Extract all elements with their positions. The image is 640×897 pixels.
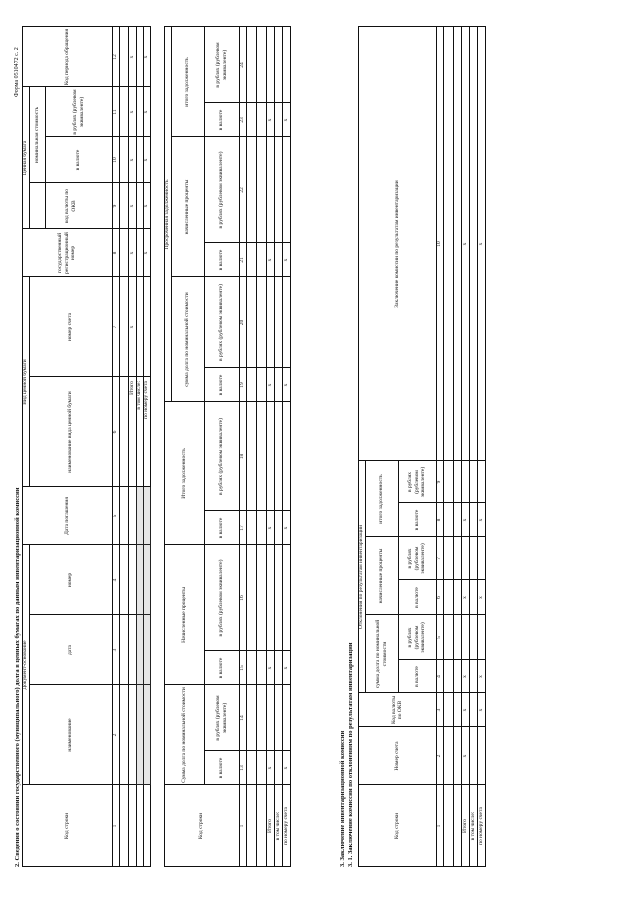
total-label: Итого [266,819,273,833]
column-number: 11 [112,109,119,115]
header-account: номер счета [67,312,74,342]
header-in-currency: в валюте [218,249,225,271]
x-mark: x [477,596,484,599]
x-mark: x [461,675,468,678]
header-in-currency: в валюте [218,109,225,131]
x-mark: x [266,383,273,387]
header-in-currency: в валюте [413,666,420,687]
including-label: в том числе: [136,381,143,410]
column-number: 19 [239,382,246,388]
header-in-currency: в валюте [413,587,420,608]
header-in-rubles: в рублях (рублевом эквиваленте) [215,42,228,88]
header-in-rubles: в рублях (рублевом эквиваленте) [218,418,225,495]
column-number: 15 [239,665,246,671]
x-mark: x [282,526,289,530]
x-mark: x [128,158,135,162]
total-label: Итого [128,381,135,395]
header-in-currency: в валюте [75,149,82,171]
header-row-code: Код строки [393,812,400,840]
x-mark: x [461,754,468,758]
header-in-rubles: в рублях (рублевом эквиваленте) [218,151,225,229]
x-mark: x [282,383,289,387]
total-label: Итого [461,819,468,833]
header-basis-doc: Документ-основание [22,640,29,690]
header-row-code: Код строки [63,812,70,840]
x-mark: x [266,526,273,530]
header-account: Номер счета [393,741,400,771]
column-number: 22 [239,187,246,193]
x-mark: x [128,110,135,114]
header-in-rubles: в рублях (рублевом эквиваленте) [215,695,228,741]
x-mark: x [143,204,150,208]
section-3-1-heading: 3. 1. Заключение комиссии по отклонениям по результатам инвентаризации [347,642,354,867]
x-mark: x [143,55,150,59]
x-mark: x [282,118,289,122]
header-total-debt: Итого задолженность [180,448,187,499]
column-number: 1 [239,824,246,828]
x-mark: x [461,708,468,712]
securities-table [22,27,157,867]
by-account-label: по номеру счета [143,381,150,419]
column-number: 5 [436,636,443,639]
header-state-reg: государственный регистрационный номер [57,232,77,274]
column-number: 10 [112,157,119,163]
header-number: номер [67,572,74,588]
x-mark: x [282,666,289,670]
header-security-type: Вид ценной бумаги [22,359,29,405]
header-in-rubles: в рублях (рублевом эквиваленте) [72,89,85,135]
section-2-heading: 2. Сведения о состоянии государственного (муниципального) долга в ценных бумагах по данным инвентаризационной комиссии [14,487,21,867]
header-in-rubles: в рублях (рублевом эквиваленте) [218,284,225,361]
column-number: 7 [436,557,443,560]
header-in-currency: в валюте [413,509,420,531]
by-account-label: по номеру счета [282,807,289,845]
header-in-currency: в валюте [218,374,225,396]
header-name: наименование [67,718,74,752]
column-number: 7 [112,325,119,329]
column-number: 1 [436,824,443,828]
x-mark: x [477,518,484,522]
column-number: 12 [112,54,119,60]
x-mark: x [266,118,273,122]
header-nominal-debt: Сумма долга по номинальной стоимости [180,687,187,783]
x-mark: x [266,666,273,670]
column-number: 10 [436,241,443,247]
header-overdue-total: итого задолженность [184,57,191,107]
including-label: в том числе: [469,811,476,841]
column-number: 2 [436,754,443,758]
x-mark: x [461,596,468,599]
x-mark: x [143,158,150,162]
header-deviation-total: итого задолженность [378,474,385,524]
header-deviation-nominal: сумма долга по номинальной стоимости [375,619,388,689]
header-accrued: Начисленные проценты [180,587,187,643]
column-number: 18 [239,453,246,460]
column-number: 16 [239,595,246,601]
header-overdue: Просроченная задолженность [164,179,171,250]
column-number: 6 [112,430,119,434]
header-in-rubles: в рублях (рублевом эквиваленте) [218,559,225,637]
form-code: Форма 0510472 с. 2 [14,47,20,97]
column-number: 4 [112,578,119,582]
x-mark: x [266,258,273,262]
column-number: 13 [239,765,246,771]
header-deviations: Отклонения по результатам инвентаризации [358,524,365,630]
header-in-currency: в валюте [218,757,225,779]
x-mark: x [128,251,135,255]
header-in-currency: в валюте [218,657,225,679]
header-deviation-accrued: начисленные проценты [378,548,385,604]
header-maturity: Дата погашения [63,497,70,535]
column-number: 24 [239,62,246,68]
header-type-name: наименование вида ценной бумаги [67,391,74,473]
column-number: 8 [436,518,443,522]
header-okv: Код валюты по ОКВ [390,695,403,725]
header-in-rubles: в рублях (рублевом эквиваленте) [407,622,427,653]
header-in-currency: в валюте [218,517,225,539]
column-number: 2 [112,733,119,737]
header-overdue-nominal: сумма долга по номинальной стоимости [184,292,191,387]
column-number: 21 [239,257,246,263]
header-security: Ценная бумага [22,140,29,176]
header-period-code: Код периода обращения [63,28,70,86]
x-mark: x [128,55,135,59]
column-number: 5 [112,514,119,518]
x-mark: x [461,518,468,522]
x-mark: x [461,242,468,246]
column-number: 3 [436,708,443,712]
x-mark: x [282,258,289,262]
column-number: 9 [436,480,443,484]
x-mark: x [477,675,484,678]
x-mark: x [128,325,135,329]
section-3-heading: 3. Заключение инвентаризационной комиссии [339,730,346,867]
header-row-code: Код строки [198,812,205,840]
x-mark: x [128,204,135,208]
column-number: 20 [239,319,246,326]
header-nominal: номинальная стоимость [33,106,40,164]
column-number: 3 [112,648,119,652]
including-label: в том числе: [274,811,281,841]
header-conclusion: Заключение комиссии по результатам инвентаризации [393,180,400,308]
column-number: 4 [436,675,443,678]
x-mark: x [143,251,150,255]
header-in-rubles: в рублях (рублевом эквиваленте) [407,543,427,574]
debt-table [164,27,310,867]
x-mark: x [266,766,273,770]
column-number: 23 [239,117,246,123]
header-date: дата [67,645,74,656]
column-number: 1 [112,824,119,828]
header-in-rubles: в рублях (рублевом эквиваленте) [407,466,427,498]
column-number: 6 [436,596,443,599]
by-account-label: по номеру счета [477,807,484,845]
column-number: 9 [112,204,119,208]
header-overdue-accrued: начисленные проценты [184,179,191,235]
header-okv: код валюты по ОКВ [64,188,77,224]
x-mark: x [477,708,484,712]
deviation-table [358,27,493,867]
column-number: 8 [112,251,119,255]
x-mark: x [282,766,289,770]
x-mark: x [143,110,150,114]
column-number: 17 [239,525,246,531]
x-mark: x [477,242,484,246]
column-number: 14 [239,715,246,721]
